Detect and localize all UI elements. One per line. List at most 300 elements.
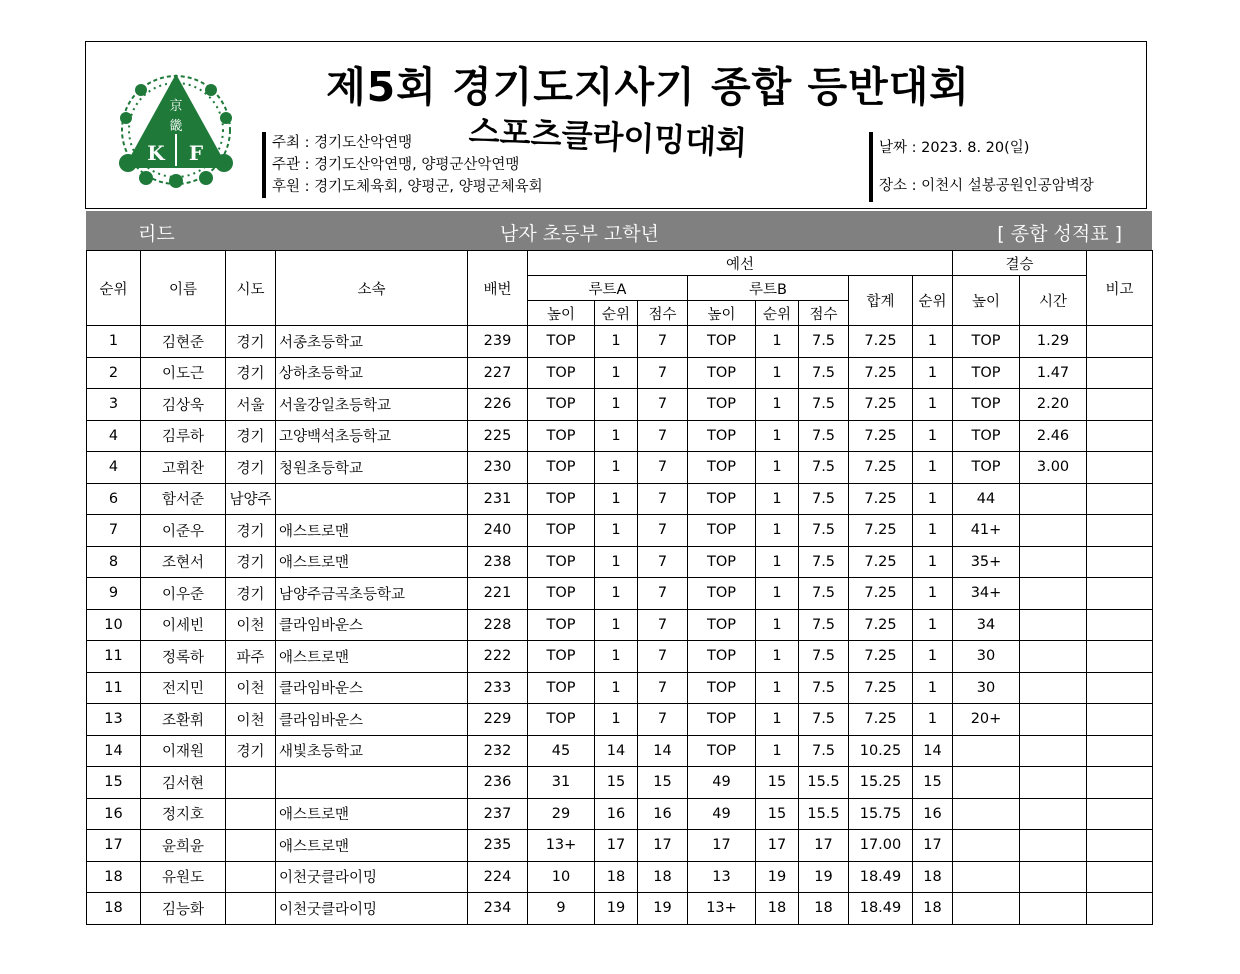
cell-bib: 221: [468, 578, 528, 610]
table-row: [87, 861, 1153, 893]
cell-route-a-points: 7: [638, 326, 688, 358]
cell-route-b-points: 7.5: [799, 641, 849, 673]
cell-note: [1087, 546, 1153, 578]
cell-rank: 13: [87, 704, 141, 736]
cell-qual-rank: 1: [913, 452, 953, 484]
cell-route-a-points: 7: [638, 483, 688, 515]
cell-route-a-height: TOP: [528, 578, 595, 610]
cell-final-height: TOP: [953, 452, 1020, 484]
summary-label: [ 종합 성적표 ]: [997, 223, 1122, 245]
cell-team: [276, 767, 468, 799]
cell-total: 7.25: [849, 546, 913, 578]
cell-rank: 14: [87, 735, 141, 767]
cell-team: 클라임바운스: [276, 672, 468, 704]
cell-route-a-points: 15: [638, 767, 688, 799]
cell-final-height: 30: [953, 641, 1020, 673]
cell-qual-rank: 15: [913, 767, 953, 799]
cell-region: 경기: [226, 452, 276, 484]
cell-route-a-rank: 18: [595, 861, 638, 893]
cell-qual-rank: 1: [913, 357, 953, 389]
cell-final-height: [953, 830, 1020, 862]
cell-final-time: [1020, 483, 1087, 515]
table-row: [87, 389, 1153, 421]
cell-route-a-points: 7: [638, 515, 688, 547]
cell-note: [1087, 893, 1153, 925]
cell-route-a-height: 45: [528, 735, 595, 767]
cell-team: 서종초등학교: [276, 326, 468, 358]
svg-text:K: K: [147, 141, 165, 165]
header-qualification: 예선: [528, 251, 953, 276]
cell-team: 서울강일초등학교: [276, 389, 468, 421]
cell-total: 7.25: [849, 389, 913, 421]
date-line: 날짜 : 2023. 8. 20(일): [879, 140, 1030, 156]
cell-team: 클라임바운스: [276, 704, 468, 736]
table-row: [87, 515, 1153, 547]
cell-total: 7.25: [849, 672, 913, 704]
cell-final-time: [1020, 515, 1087, 547]
cell-team: 이천굿클라이밍: [276, 861, 468, 893]
cell-route-a-height: 9: [528, 893, 595, 925]
header-b-rank: 순위: [756, 301, 799, 326]
cell-route-b-height: 13: [688, 861, 756, 893]
cell-name: 고휘찬: [141, 452, 226, 484]
cell-route-a-height: TOP: [528, 483, 595, 515]
cell-qual-rank: 1: [913, 578, 953, 610]
cell-route-b-rank: 19: [756, 861, 799, 893]
cell-route-b-rank: 1: [756, 420, 799, 452]
cell-route-b-height: TOP: [688, 483, 756, 515]
cell-route-a-height: TOP: [528, 389, 595, 421]
cell-rank: 18: [87, 893, 141, 925]
cell-route-a-rank: 1: [595, 515, 638, 547]
cell-team: 애스트로맨: [276, 515, 468, 547]
cell-total: 15.25: [849, 767, 913, 799]
cell-route-b-height: TOP: [688, 704, 756, 736]
cell-region: 경기: [226, 326, 276, 358]
cell-rank: 9: [87, 578, 141, 610]
cell-bib: 231: [468, 483, 528, 515]
cell-route-a-height: TOP: [528, 357, 595, 389]
cell-final-time: [1020, 609, 1087, 641]
cell-route-b-height: 49: [688, 767, 756, 799]
cell-qual-rank: 1: [913, 515, 953, 547]
cell-rank: 11: [87, 641, 141, 673]
cell-final-time: [1020, 672, 1087, 704]
cell-note: [1087, 609, 1153, 641]
cell-team: 청원초등학교: [276, 452, 468, 484]
cell-note: [1087, 641, 1153, 673]
cell-final-time: [1020, 641, 1087, 673]
cell-final-height: [953, 861, 1020, 893]
cell-final-time: 2.20: [1020, 389, 1087, 421]
cell-note: [1087, 452, 1153, 484]
cell-route-b-points: 18: [799, 893, 849, 925]
header-name: 이름: [141, 251, 226, 326]
cell-note: [1087, 389, 1153, 421]
cell-route-b-rank: 1: [756, 704, 799, 736]
cell-route-a-points: 7: [638, 641, 688, 673]
results-body: [87, 326, 1153, 925]
cell-note: [1087, 830, 1153, 862]
table-row: [87, 609, 1153, 641]
cell-qual-rank: 1: [913, 641, 953, 673]
cell-bib: 240: [468, 515, 528, 547]
header-final: 결승: [953, 251, 1087, 276]
cell-final-time: [1020, 830, 1087, 862]
svg-text:畿: 畿: [169, 119, 183, 134]
cell-final-height: [953, 767, 1020, 799]
cell-note: [1087, 735, 1153, 767]
cell-final-height: 20+: [953, 704, 1020, 736]
cell-bib: 237: [468, 798, 528, 830]
cell-route-b-height: TOP: [688, 389, 756, 421]
cell-route-b-height: TOP: [688, 546, 756, 578]
cell-region: [226, 767, 276, 799]
cell-route-a-points: 17: [638, 830, 688, 862]
cell-note: [1087, 798, 1153, 830]
cell-name: 전지민: [141, 672, 226, 704]
cell-route-a-points: 7: [638, 357, 688, 389]
header-a-rank: 순위: [595, 301, 638, 326]
cell-route-a-points: 7: [638, 704, 688, 736]
cell-team: 새빛초등학교: [276, 735, 468, 767]
header-team: 소속: [276, 251, 468, 326]
cell-bib: 224: [468, 861, 528, 893]
cell-route-b-rank: 1: [756, 483, 799, 515]
cell-route-b-height: TOP: [688, 326, 756, 358]
cell-total: 7.25: [849, 704, 913, 736]
cell-final-time: 1.29: [1020, 326, 1087, 358]
cell-qual-rank: 16: [913, 798, 953, 830]
header-qual-rank: 순위: [913, 276, 953, 326]
results-table: [86, 250, 1153, 925]
cell-name: 조현서: [141, 546, 226, 578]
cell-name: 유원도: [141, 861, 226, 893]
cell-bib: 225: [468, 420, 528, 452]
cell-rank: 15: [87, 767, 141, 799]
header-final-height: 높이: [953, 276, 1020, 326]
cell-route-b-height: 13+: [688, 893, 756, 925]
cell-final-height: [953, 893, 1020, 925]
cell-route-a-height: TOP: [528, 609, 595, 641]
cell-team: 상하초등학교: [276, 357, 468, 389]
table-row: [87, 641, 1153, 673]
cell-route-a-height: TOP: [528, 704, 595, 736]
cell-bib: 232: [468, 735, 528, 767]
cell-bib: 234: [468, 893, 528, 925]
cell-region: 이천: [226, 609, 276, 641]
cell-region: [226, 861, 276, 893]
cell-team: 애스트로맨: [276, 546, 468, 578]
table-row: [87, 452, 1153, 484]
cell-region: [226, 830, 276, 862]
cell-team: [276, 483, 468, 515]
cell-rank: 1: [87, 326, 141, 358]
cell-final-time: 1.47: [1020, 357, 1087, 389]
cell-route-b-points: 7.5: [799, 546, 849, 578]
cell-route-b-points: 19: [799, 861, 849, 893]
cell-region: 경기: [226, 515, 276, 547]
cell-final-height: 41+: [953, 515, 1020, 547]
cell-route-b-height: 17: [688, 830, 756, 862]
cell-final-height: [953, 735, 1020, 767]
cell-route-b-points: 7.5: [799, 326, 849, 358]
cell-rank: 3: [87, 389, 141, 421]
cell-region: 경기: [226, 735, 276, 767]
cell-route-a-points: 7: [638, 452, 688, 484]
cell-final-time: [1020, 798, 1087, 830]
cell-total: 18.49: [849, 893, 913, 925]
cell-rank: 16: [87, 798, 141, 830]
main-title: 제5회 경기도지사기 종합 등반대회: [326, 63, 970, 111]
cell-route-b-points: 7.5: [799, 357, 849, 389]
cell-route-a-height: TOP: [528, 546, 595, 578]
cell-qual-rank: 1: [913, 326, 953, 358]
cell-final-height: 44: [953, 483, 1020, 515]
cell-region: [226, 798, 276, 830]
cell-qual-rank: 17: [913, 830, 953, 862]
cell-qual-rank: 1: [913, 420, 953, 452]
cell-name: 조환휘: [141, 704, 226, 736]
cell-qual-rank: 1: [913, 672, 953, 704]
cell-bib: 226: [468, 389, 528, 421]
host-line: 주관 : 경기도산악연맹, 양평군산악연맹: [272, 157, 520, 173]
document-header: [85, 41, 1147, 209]
cell-route-b-points: 7.5: [799, 483, 849, 515]
cell-route-b-rank: 15: [756, 798, 799, 830]
cell-route-a-height: TOP: [528, 420, 595, 452]
cell-final-height: TOP: [953, 357, 1020, 389]
cell-rank: 17: [87, 830, 141, 862]
cell-region: 이천: [226, 704, 276, 736]
cell-route-a-rank: 14: [595, 735, 638, 767]
category-bar: [86, 211, 1152, 250]
cell-route-b-points: 7.5: [799, 420, 849, 452]
cell-region: 경기: [226, 357, 276, 389]
table-row: [87, 546, 1153, 578]
cell-route-a-points: 16: [638, 798, 688, 830]
cell-total: 7.25: [849, 357, 913, 389]
cell-route-b-rank: 1: [756, 515, 799, 547]
cell-route-b-rank: 1: [756, 546, 799, 578]
cell-note: [1087, 483, 1153, 515]
cell-region: 파주: [226, 641, 276, 673]
header-a-points: 점수: [638, 301, 688, 326]
cell-route-b-height: TOP: [688, 609, 756, 641]
cell-final-height: 35+: [953, 546, 1020, 578]
cell-route-a-rank: 1: [595, 452, 638, 484]
svg-text:F: F: [188, 141, 204, 165]
cell-route-b-rank: 1: [756, 672, 799, 704]
cell-rank: 2: [87, 357, 141, 389]
header-final-time: 시간: [1020, 276, 1087, 326]
cell-final-height: 34: [953, 609, 1020, 641]
cell-route-b-points: 7.5: [799, 389, 849, 421]
cell-final-height: [953, 798, 1020, 830]
header-b-height: 높이: [688, 301, 756, 326]
cell-bib: 235: [468, 830, 528, 862]
table-row: [87, 893, 1153, 925]
cell-final-height: 34+: [953, 578, 1020, 610]
cell-route-a-points: 19: [638, 893, 688, 925]
cell-name: 김루하: [141, 420, 226, 452]
cell-region: 서울: [226, 389, 276, 421]
cell-final-time: [1020, 767, 1087, 799]
cell-region: 경기: [226, 420, 276, 452]
cell-route-a-rank: 1: [595, 389, 638, 421]
cell-team: 애스트로맨: [276, 798, 468, 830]
table-row: [87, 672, 1153, 704]
cell-note: [1087, 672, 1153, 704]
cell-route-b-rank: 1: [756, 641, 799, 673]
cell-route-a-points: 7: [638, 672, 688, 704]
cell-total: 10.25: [849, 735, 913, 767]
header-note: 비고: [1087, 251, 1153, 326]
cell-route-b-points: 17: [799, 830, 849, 862]
cell-route-a-points: 7: [638, 578, 688, 610]
cell-route-a-rank: 15: [595, 767, 638, 799]
organizer-info: [262, 132, 543, 198]
cell-region: [226, 893, 276, 925]
cell-rank: 7: [87, 515, 141, 547]
cell-name: 이준우: [141, 515, 226, 547]
cell-final-height: 30: [953, 672, 1020, 704]
cell-route-b-rank: 1: [756, 452, 799, 484]
cell-total: 7.25: [849, 483, 913, 515]
cell-final-time: [1020, 704, 1087, 736]
cell-route-b-rank: 15: [756, 767, 799, 799]
cell-route-a-points: 7: [638, 420, 688, 452]
cell-note: [1087, 420, 1153, 452]
cell-route-a-rank: 1: [595, 641, 638, 673]
cell-route-a-rank: 1: [595, 578, 638, 610]
cell-total: 7.25: [849, 641, 913, 673]
cell-route-a-points: 14: [638, 735, 688, 767]
header-rank: 순위: [87, 251, 141, 326]
cell-route-b-rank: 1: [756, 735, 799, 767]
cell-team: 애스트로맨: [276, 830, 468, 862]
cell-name: 이재원: [141, 735, 226, 767]
cell-rank: 6: [87, 483, 141, 515]
cell-route-a-height: TOP: [528, 452, 595, 484]
cell-route-b-rank: 1: [756, 389, 799, 421]
cell-final-height: TOP: [953, 420, 1020, 452]
cell-route-b-rank: 1: [756, 326, 799, 358]
cell-route-b-height: 49: [688, 798, 756, 830]
table-row: [87, 704, 1153, 736]
cell-route-a-height: TOP: [528, 515, 595, 547]
cell-qual-rank: 1: [913, 704, 953, 736]
table-row: [87, 326, 1153, 358]
cell-final-time: [1020, 735, 1087, 767]
cell-region: 이천: [226, 672, 276, 704]
table-row: [87, 420, 1153, 452]
cell-rank: 18: [87, 861, 141, 893]
cell-note: [1087, 357, 1153, 389]
cell-name: 함서준: [141, 483, 226, 515]
cell-route-a-height: TOP: [528, 326, 595, 358]
cell-team: 애스트로맨: [276, 641, 468, 673]
cell-total: 18.49: [849, 861, 913, 893]
header-route-a: 루트A: [528, 276, 688, 301]
cell-route-b-height: TOP: [688, 672, 756, 704]
cell-final-time: 2.46: [1020, 420, 1087, 452]
cell-qual-rank: 1: [913, 389, 953, 421]
cell-bib: 239: [468, 326, 528, 358]
cell-total: 7.25: [849, 452, 913, 484]
cell-bib: 229: [468, 704, 528, 736]
cell-team: 클라임바운스: [276, 609, 468, 641]
sponsor-line: 후원 : 경기도체육회, 양평군, 양평군체육회: [272, 179, 543, 195]
cell-route-a-rank: 1: [595, 609, 638, 641]
cell-route-a-height: 31: [528, 767, 595, 799]
cell-team: 이천굿클라이밍: [276, 893, 468, 925]
cell-total: 7.25: [849, 326, 913, 358]
cell-route-b-points: 7.5: [799, 578, 849, 610]
cell-qual-rank: 1: [913, 483, 953, 515]
cell-bib: 228: [468, 609, 528, 641]
table-row: [87, 767, 1153, 799]
cell-qual-rank: 1: [913, 609, 953, 641]
table-row: [87, 483, 1153, 515]
cell-final-time: [1020, 893, 1087, 925]
organizer-line: 주최 : 경기도산악연맹: [272, 135, 413, 151]
cell-bib: 222: [468, 641, 528, 673]
cell-name: 이도근: [141, 357, 226, 389]
table-row: [87, 357, 1153, 389]
cell-rank: 4: [87, 452, 141, 484]
cell-name: 김서현: [141, 767, 226, 799]
cell-team: 고양백석초등학교: [276, 420, 468, 452]
cell-name: 정지호: [141, 798, 226, 830]
cell-route-b-rank: 18: [756, 893, 799, 925]
cell-route-a-rank: 1: [595, 357, 638, 389]
cell-route-a-rank: 19: [595, 893, 638, 925]
cell-route-b-points: 7.5: [799, 515, 849, 547]
cell-rank: 11: [87, 672, 141, 704]
cell-final-height: TOP: [953, 389, 1020, 421]
cell-route-b-height: TOP: [688, 578, 756, 610]
cell-total: 17.00: [849, 830, 913, 862]
cell-name: 정록하: [141, 641, 226, 673]
svg-text:京: 京: [169, 99, 183, 114]
cell-name: 김상욱: [141, 389, 226, 421]
cell-route-b-rank: 1: [756, 357, 799, 389]
event-info: [869, 132, 1094, 202]
cell-total: 15.75: [849, 798, 913, 830]
header-total: 합계: [849, 276, 913, 326]
cell-route-b-rank: 1: [756, 578, 799, 610]
cell-note: [1087, 326, 1153, 358]
cell-route-a-points: 7: [638, 609, 688, 641]
cell-route-a-points: 18: [638, 861, 688, 893]
cell-bib: 236: [468, 767, 528, 799]
cell-note: [1087, 515, 1153, 547]
cell-rank: 4: [87, 420, 141, 452]
cell-qual-rank: 18: [913, 861, 953, 893]
cell-note: [1087, 861, 1153, 893]
cell-bib: 230: [468, 452, 528, 484]
cell-total: 7.25: [849, 420, 913, 452]
cell-route-a-rank: 16: [595, 798, 638, 830]
cell-route-a-height: TOP: [528, 672, 595, 704]
cell-route-b-rank: 1: [756, 609, 799, 641]
cell-team: 남양주금곡초등학교: [276, 578, 468, 610]
cell-route-b-height: TOP: [688, 420, 756, 452]
cell-note: [1087, 767, 1153, 799]
cell-route-a-rank: 1: [595, 420, 638, 452]
cell-route-b-height: TOP: [688, 452, 756, 484]
